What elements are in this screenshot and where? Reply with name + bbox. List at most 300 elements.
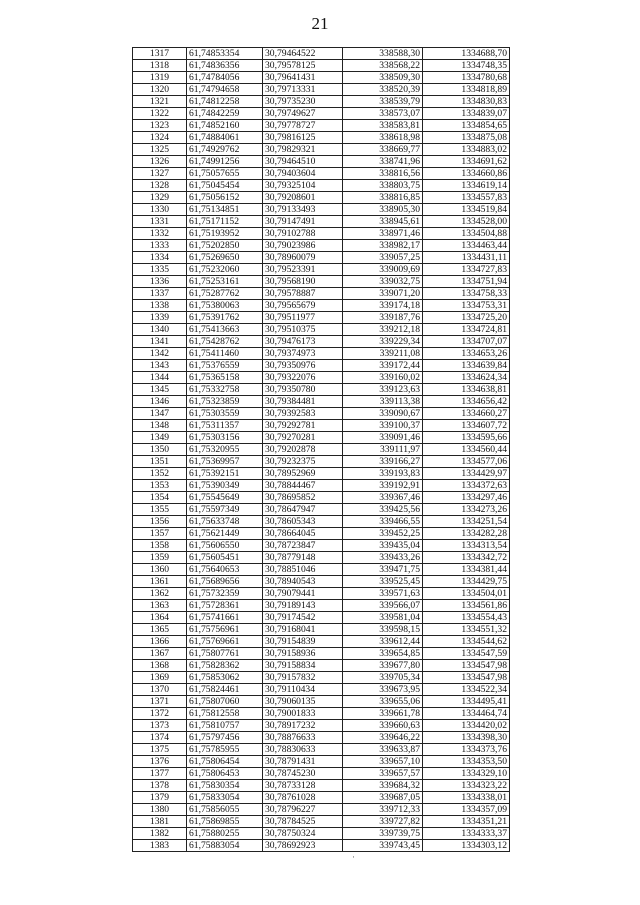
point-number-cell: 1349 <box>133 432 187 444</box>
y-coordinate-cell: 1334519,84 <box>423 204 510 216</box>
latitude-cell: 61,75311357 <box>187 420 263 432</box>
y-coordinate-cell: 1334638,81 <box>423 384 510 396</box>
y-coordinate-cell: 1334691,62 <box>423 156 510 168</box>
latitude-cell: 61,75856055 <box>187 804 263 816</box>
x-coordinate-cell: 338982,17 <box>343 240 423 252</box>
x-coordinate-cell: 339660,63 <box>343 720 423 732</box>
latitude-cell: 61,75303559 <box>187 408 263 420</box>
y-coordinate-cell: 1334727,83 <box>423 264 510 276</box>
point-number-cell: 1355 <box>133 504 187 516</box>
longitude-cell: 30,79464522 <box>263 48 343 60</box>
longitude-cell: 30,79464510 <box>263 156 343 168</box>
y-coordinate-cell: 1334431,11 <box>423 252 510 264</box>
y-coordinate-cell: 1334724,81 <box>423 324 510 336</box>
point-number-cell: 1343 <box>133 360 187 372</box>
latitude-cell: 61,75365158 <box>187 372 263 384</box>
x-coordinate-cell: 339739,75 <box>343 828 423 840</box>
point-number-cell: 1327 <box>133 168 187 180</box>
y-coordinate-cell: 1334854,65 <box>423 120 510 132</box>
longitude-cell: 30,79023986 <box>263 240 343 252</box>
longitude-cell: 30,78745230 <box>263 768 343 780</box>
x-coordinate-cell: 338588,30 <box>343 48 423 60</box>
table-row <box>133 240 510 252</box>
longitude-cell: 30,79384481 <box>263 396 343 408</box>
longitude-cell: 30,79735230 <box>263 96 343 108</box>
x-coordinate-cell: 338539,79 <box>343 96 423 108</box>
table-row <box>133 384 510 396</box>
table-row <box>133 732 510 744</box>
y-coordinate-cell: 1334547,98 <box>423 660 510 672</box>
y-coordinate-cell: 1334504,01 <box>423 588 510 600</box>
point-number-cell: 1326 <box>133 156 187 168</box>
point-number-cell: 1317 <box>133 48 187 60</box>
x-coordinate-cell: 338509,30 <box>343 72 423 84</box>
table-row <box>133 624 510 636</box>
table-row <box>133 96 510 108</box>
point-number-cell: 1323 <box>133 120 187 132</box>
table-row <box>133 300 510 312</box>
point-number-cell: 1332 <box>133 228 187 240</box>
longitude-cell: 30,78647947 <box>263 504 343 516</box>
point-number-cell: 1341 <box>133 336 187 348</box>
point-number-cell: 1367 <box>133 648 187 660</box>
bottom-mark: · <box>352 852 355 862</box>
latitude-cell: 61,75853062 <box>187 672 263 684</box>
x-coordinate-cell: 339090,67 <box>343 408 423 420</box>
x-coordinate-cell: 339009,69 <box>343 264 423 276</box>
y-coordinate-cell: 1334751,94 <box>423 276 510 288</box>
y-coordinate-cell: 1334333,37 <box>423 828 510 840</box>
point-number-cell: 1346 <box>133 396 187 408</box>
latitude-cell: 61,75756961 <box>187 624 263 636</box>
x-coordinate-cell: 339571,63 <box>343 588 423 600</box>
longitude-cell: 30,79578125 <box>263 60 343 72</box>
longitude-cell: 30,78664045 <box>263 528 343 540</box>
x-coordinate-cell: 339452,25 <box>343 528 423 540</box>
table-row <box>133 288 510 300</box>
point-number-cell: 1324 <box>133 132 187 144</box>
x-coordinate-cell: 339598,15 <box>343 624 423 636</box>
table-row <box>133 540 510 552</box>
x-coordinate-cell: 339091,46 <box>343 432 423 444</box>
point-number-cell: 1369 <box>133 672 187 684</box>
latitude-cell: 61,75392151 <box>187 468 263 480</box>
y-coordinate-cell: 1334619,14 <box>423 180 510 192</box>
longitude-cell: 30,78851046 <box>263 564 343 576</box>
longitude-cell: 30,78844467 <box>263 480 343 492</box>
table-row <box>133 516 510 528</box>
x-coordinate-cell: 339192,91 <box>343 480 423 492</box>
point-number-cell: 1363 <box>133 600 187 612</box>
longitude-cell: 30,78779148 <box>263 552 343 564</box>
point-number-cell: 1322 <box>133 108 187 120</box>
point-number-cell: 1344 <box>133 372 187 384</box>
latitude-cell: 61,75785955 <box>187 744 263 756</box>
x-coordinate-cell: 339187,76 <box>343 312 423 324</box>
longitude-cell: 30,79292781 <box>263 420 343 432</box>
y-coordinate-cell: 1334504,88 <box>423 228 510 240</box>
latitude-cell: 61,74794658 <box>187 84 263 96</box>
x-coordinate-cell: 339425,56 <box>343 504 423 516</box>
y-coordinate-cell: 1334577,06 <box>423 456 510 468</box>
x-coordinate-cell: 339712,33 <box>343 804 423 816</box>
longitude-cell: 30,79816125 <box>263 132 343 144</box>
x-coordinate-cell: 339123,63 <box>343 384 423 396</box>
coordinates-table <box>132 47 510 852</box>
longitude-cell: 30,79511977 <box>263 312 343 324</box>
table-row <box>133 180 510 192</box>
point-number-cell: 1383 <box>133 840 187 852</box>
table-row <box>133 216 510 228</box>
point-number-cell: 1356 <box>133 516 187 528</box>
y-coordinate-cell: 1334429,75 <box>423 576 510 588</box>
latitude-cell: 61,75621449 <box>187 528 263 540</box>
longitude-cell: 30,79713331 <box>263 84 343 96</box>
longitude-cell: 30,79565679 <box>263 300 343 312</box>
longitude-cell: 30,79568190 <box>263 276 343 288</box>
point-number-cell: 1377 <box>133 768 187 780</box>
point-number-cell: 1358 <box>133 540 187 552</box>
point-number-cell: 1320 <box>133 84 187 96</box>
table-row <box>133 840 510 852</box>
table-row <box>133 228 510 240</box>
point-number-cell: 1325 <box>133 144 187 156</box>
y-coordinate-cell: 1334607,72 <box>423 420 510 432</box>
table-row <box>133 612 510 624</box>
coordinates-table-body <box>133 48 510 852</box>
latitude-cell: 61,75545649 <box>187 492 263 504</box>
table-row <box>133 648 510 660</box>
point-number-cell: 1345 <box>133 384 187 396</box>
y-coordinate-cell: 1334547,98 <box>423 672 510 684</box>
x-coordinate-cell: 339174,18 <box>343 300 423 312</box>
table-row <box>133 444 510 456</box>
latitude-cell: 61,75253161 <box>187 276 263 288</box>
longitude-cell: 30,79001833 <box>263 708 343 720</box>
x-coordinate-cell: 338905,30 <box>343 204 423 216</box>
point-number-cell: 1375 <box>133 744 187 756</box>
point-number-cell: 1372 <box>133 708 187 720</box>
table-row <box>133 552 510 564</box>
table-row <box>133 504 510 516</box>
latitude-cell: 61,75376559 <box>187 360 263 372</box>
y-coordinate-cell: 1334883,02 <box>423 144 510 156</box>
longitude-cell: 30,79154839 <box>263 636 343 648</box>
table-row <box>133 324 510 336</box>
y-coordinate-cell: 1334595,66 <box>423 432 510 444</box>
table-row <box>133 636 510 648</box>
latitude-cell: 61,75605451 <box>187 552 263 564</box>
x-coordinate-cell: 339705,34 <box>343 672 423 684</box>
y-coordinate-cell: 1334551,32 <box>423 624 510 636</box>
latitude-cell: 61,75287762 <box>187 288 263 300</box>
y-coordinate-cell: 1334839,07 <box>423 108 510 120</box>
y-coordinate-cell: 1334560,44 <box>423 444 510 456</box>
y-coordinate-cell: 1334875,08 <box>423 132 510 144</box>
latitude-cell: 61,75057655 <box>187 168 263 180</box>
longitude-cell: 30,78733128 <box>263 780 343 792</box>
table-row <box>133 84 510 96</box>
point-number-cell: 1339 <box>133 312 187 324</box>
longitude-cell: 30,79322076 <box>263 372 343 384</box>
table-row <box>133 684 510 696</box>
table-row <box>133 600 510 612</box>
longitude-cell: 30,79374973 <box>263 348 343 360</box>
x-coordinate-cell: 339525,45 <box>343 576 423 588</box>
latitude-cell: 61,75134851 <box>187 204 263 216</box>
point-number-cell: 1336 <box>133 276 187 288</box>
point-number-cell: 1360 <box>133 564 187 576</box>
point-number-cell: 1364 <box>133 612 187 624</box>
longitude-cell: 30,79510375 <box>263 324 343 336</box>
table-row <box>133 792 510 804</box>
point-number-cell: 1368 <box>133 660 187 672</box>
latitude-cell: 61,75056152 <box>187 192 263 204</box>
x-coordinate-cell: 339071,20 <box>343 288 423 300</box>
table-row <box>133 132 510 144</box>
x-coordinate-cell: 339172,44 <box>343 360 423 372</box>
point-number-cell: 1354 <box>133 492 187 504</box>
longitude-cell: 30,79523391 <box>263 264 343 276</box>
x-coordinate-cell: 339212,18 <box>343 324 423 336</box>
y-coordinate-cell: 1334351,21 <box>423 816 510 828</box>
latitude-cell: 61,75810757 <box>187 720 263 732</box>
y-coordinate-cell: 1334273,26 <box>423 504 510 516</box>
table-row <box>133 588 510 600</box>
y-coordinate-cell: 1334758,33 <box>423 288 510 300</box>
table-row <box>133 696 510 708</box>
latitude-cell: 61,75202850 <box>187 240 263 252</box>
x-coordinate-cell: 339743,45 <box>343 840 423 852</box>
table-row <box>133 828 510 840</box>
point-number-cell: 1380 <box>133 804 187 816</box>
latitude-cell: 61,75413663 <box>187 324 263 336</box>
x-coordinate-cell: 338741,96 <box>343 156 423 168</box>
x-coordinate-cell: 339032,75 <box>343 276 423 288</box>
y-coordinate-cell: 1334463,44 <box>423 240 510 252</box>
longitude-cell: 30,79208601 <box>263 192 343 204</box>
point-number-cell: 1347 <box>133 408 187 420</box>
x-coordinate-cell: 339646,22 <box>343 732 423 744</box>
table-row <box>133 252 510 264</box>
x-coordinate-cell: 339057,25 <box>343 252 423 264</box>
latitude-cell: 61,75232060 <box>187 264 263 276</box>
longitude-cell: 30,79749627 <box>263 108 343 120</box>
x-coordinate-cell: 339687,05 <box>343 792 423 804</box>
y-coordinate-cell: 1334313,54 <box>423 540 510 552</box>
longitude-cell: 30,78784525 <box>263 816 343 828</box>
x-coordinate-cell: 338568,22 <box>343 60 423 72</box>
x-coordinate-cell: 338816,85 <box>343 192 423 204</box>
x-coordinate-cell: 339100,37 <box>343 420 423 432</box>
x-coordinate-cell: 338971,46 <box>343 228 423 240</box>
longitude-cell: 30,78791431 <box>263 756 343 768</box>
longitude-cell: 30,78723847 <box>263 540 343 552</box>
y-coordinate-cell: 1334342,72 <box>423 552 510 564</box>
latitude-cell: 61,75411460 <box>187 348 263 360</box>
longitude-cell: 30,79174542 <box>263 612 343 624</box>
latitude-cell: 61,75320955 <box>187 444 263 456</box>
y-coordinate-cell: 1334329,10 <box>423 768 510 780</box>
point-number-cell: 1361 <box>133 576 187 588</box>
point-number-cell: 1329 <box>133 192 187 204</box>
y-coordinate-cell: 1334381,44 <box>423 564 510 576</box>
table-row <box>133 456 510 468</box>
longitude-cell: 30,78876633 <box>263 732 343 744</box>
x-coordinate-cell: 339166,27 <box>343 456 423 468</box>
latitude-cell: 61,75380063 <box>187 300 263 312</box>
y-coordinate-cell: 1334420,02 <box>423 720 510 732</box>
point-number-cell: 1373 <box>133 720 187 732</box>
longitude-cell: 30,79202878 <box>263 444 343 456</box>
table-row <box>133 768 510 780</box>
longitude-cell: 30,79578887 <box>263 288 343 300</box>
x-coordinate-cell: 339727,82 <box>343 816 423 828</box>
point-number-cell: 1342 <box>133 348 187 360</box>
latitude-cell: 61,75883054 <box>187 840 263 852</box>
x-coordinate-cell: 339367,46 <box>343 492 423 504</box>
y-coordinate-cell: 1334303,12 <box>423 840 510 852</box>
table-row <box>133 420 510 432</box>
latitude-cell: 61,75732359 <box>187 588 263 600</box>
point-number-cell: 1357 <box>133 528 187 540</box>
longitude-cell: 30,78830633 <box>263 744 343 756</box>
latitude-cell: 61,75807060 <box>187 696 263 708</box>
table-row <box>133 480 510 492</box>
x-coordinate-cell: 339661,78 <box>343 708 423 720</box>
latitude-cell: 61,75606550 <box>187 540 263 552</box>
table-row <box>133 576 510 588</box>
x-coordinate-cell: 339654,85 <box>343 648 423 660</box>
latitude-cell: 61,75332758 <box>187 384 263 396</box>
y-coordinate-cell: 1334282,28 <box>423 528 510 540</box>
point-number-cell: 1366 <box>133 636 187 648</box>
x-coordinate-cell: 338803,75 <box>343 180 423 192</box>
y-coordinate-cell: 1334528,00 <box>423 216 510 228</box>
table-row <box>133 360 510 372</box>
longitude-cell: 30,78940543 <box>263 576 343 588</box>
x-coordinate-cell: 338618,98 <box>343 132 423 144</box>
x-coordinate-cell: 339566,07 <box>343 600 423 612</box>
latitude-cell: 61,74842259 <box>187 108 263 120</box>
point-number-cell: 1353 <box>133 480 187 492</box>
table-row <box>133 108 510 120</box>
latitude-cell: 61,74852160 <box>187 120 263 132</box>
point-number-cell: 1378 <box>133 780 187 792</box>
table-row <box>133 744 510 756</box>
latitude-cell: 61,75830354 <box>187 780 263 792</box>
x-coordinate-cell: 338520,39 <box>343 84 423 96</box>
longitude-cell: 30,79350780 <box>263 384 343 396</box>
longitude-cell: 30,79641431 <box>263 72 343 84</box>
latitude-cell: 61,75369957 <box>187 456 263 468</box>
table-row <box>133 780 510 792</box>
y-coordinate-cell: 1334656,42 <box>423 396 510 408</box>
x-coordinate-cell: 339684,32 <box>343 780 423 792</box>
latitude-cell: 61,75797456 <box>187 732 263 744</box>
x-coordinate-cell: 339193,83 <box>343 468 423 480</box>
latitude-cell: 61,75428762 <box>187 336 263 348</box>
latitude-cell: 61,74853354 <box>187 48 263 60</box>
longitude-cell: 30,79110434 <box>263 684 343 696</box>
latitude-cell: 61,75806453 <box>187 768 263 780</box>
table-row <box>133 144 510 156</box>
x-coordinate-cell: 339612,44 <box>343 636 423 648</box>
point-number-cell: 1334 <box>133 252 187 264</box>
point-number-cell: 1351 <box>133 456 187 468</box>
point-number-cell: 1318 <box>133 60 187 72</box>
longitude-cell: 30,79350976 <box>263 360 343 372</box>
longitude-cell: 30,78605343 <box>263 516 343 528</box>
longitude-cell: 30,79476173 <box>263 336 343 348</box>
latitude-cell: 61,75391762 <box>187 312 263 324</box>
latitude-cell: 61,74991256 <box>187 156 263 168</box>
longitude-cell: 30,79158834 <box>263 660 343 672</box>
y-coordinate-cell: 1334561,86 <box>423 600 510 612</box>
table-row <box>133 672 510 684</box>
longitude-cell: 30,79392583 <box>263 408 343 420</box>
table-row <box>133 492 510 504</box>
longitude-cell: 30,79060135 <box>263 696 343 708</box>
longitude-cell: 30,79232375 <box>263 456 343 468</box>
longitude-cell: 30,78695852 <box>263 492 343 504</box>
table-row <box>133 72 510 84</box>
y-coordinate-cell: 1334660,86 <box>423 168 510 180</box>
table-row <box>133 48 510 60</box>
point-number-cell: 1352 <box>133 468 187 480</box>
longitude-cell: 30,79079441 <box>263 588 343 600</box>
latitude-cell: 61,75769661 <box>187 636 263 648</box>
y-coordinate-cell: 1334522,34 <box>423 684 510 696</box>
y-coordinate-cell: 1334429,97 <box>423 468 510 480</box>
longitude-cell: 30,79133493 <box>263 204 343 216</box>
point-number-cell: 1370 <box>133 684 187 696</box>
x-coordinate-cell: 339657,57 <box>343 768 423 780</box>
point-number-cell: 1331 <box>133 216 187 228</box>
point-number-cell: 1335 <box>133 264 187 276</box>
y-coordinate-cell: 1334547,59 <box>423 648 510 660</box>
latitude-cell: 61,74784056 <box>187 72 263 84</box>
y-coordinate-cell: 1334688,70 <box>423 48 510 60</box>
x-coordinate-cell: 338945,61 <box>343 216 423 228</box>
latitude-cell: 61,75303156 <box>187 432 263 444</box>
table-row <box>133 264 510 276</box>
table-row <box>133 756 510 768</box>
longitude-cell: 30,79778727 <box>263 120 343 132</box>
latitude-cell: 61,75824461 <box>187 684 263 696</box>
x-coordinate-cell: 338573,07 <box>343 108 423 120</box>
y-coordinate-cell: 1334544,62 <box>423 636 510 648</box>
point-number-cell: 1319 <box>133 72 187 84</box>
longitude-cell: 30,78952969 <box>263 468 343 480</box>
table-row <box>133 528 510 540</box>
point-number-cell: 1338 <box>133 300 187 312</box>
table-row <box>133 804 510 816</box>
x-coordinate-cell: 338669,77 <box>343 144 423 156</box>
y-coordinate-cell: 1334464,74 <box>423 708 510 720</box>
y-coordinate-cell: 1334373,76 <box>423 744 510 756</box>
x-coordinate-cell: 339633,87 <box>343 744 423 756</box>
latitude-cell: 61,75689656 <box>187 576 263 588</box>
y-coordinate-cell: 1334353,50 <box>423 756 510 768</box>
x-coordinate-cell: 338583,81 <box>343 120 423 132</box>
y-coordinate-cell: 1334398,30 <box>423 732 510 744</box>
longitude-cell: 30,78750324 <box>263 828 343 840</box>
point-number-cell: 1359 <box>133 552 187 564</box>
table-row <box>133 720 510 732</box>
point-number-cell: 1381 <box>133 816 187 828</box>
longitude-cell: 30,78917232 <box>263 720 343 732</box>
